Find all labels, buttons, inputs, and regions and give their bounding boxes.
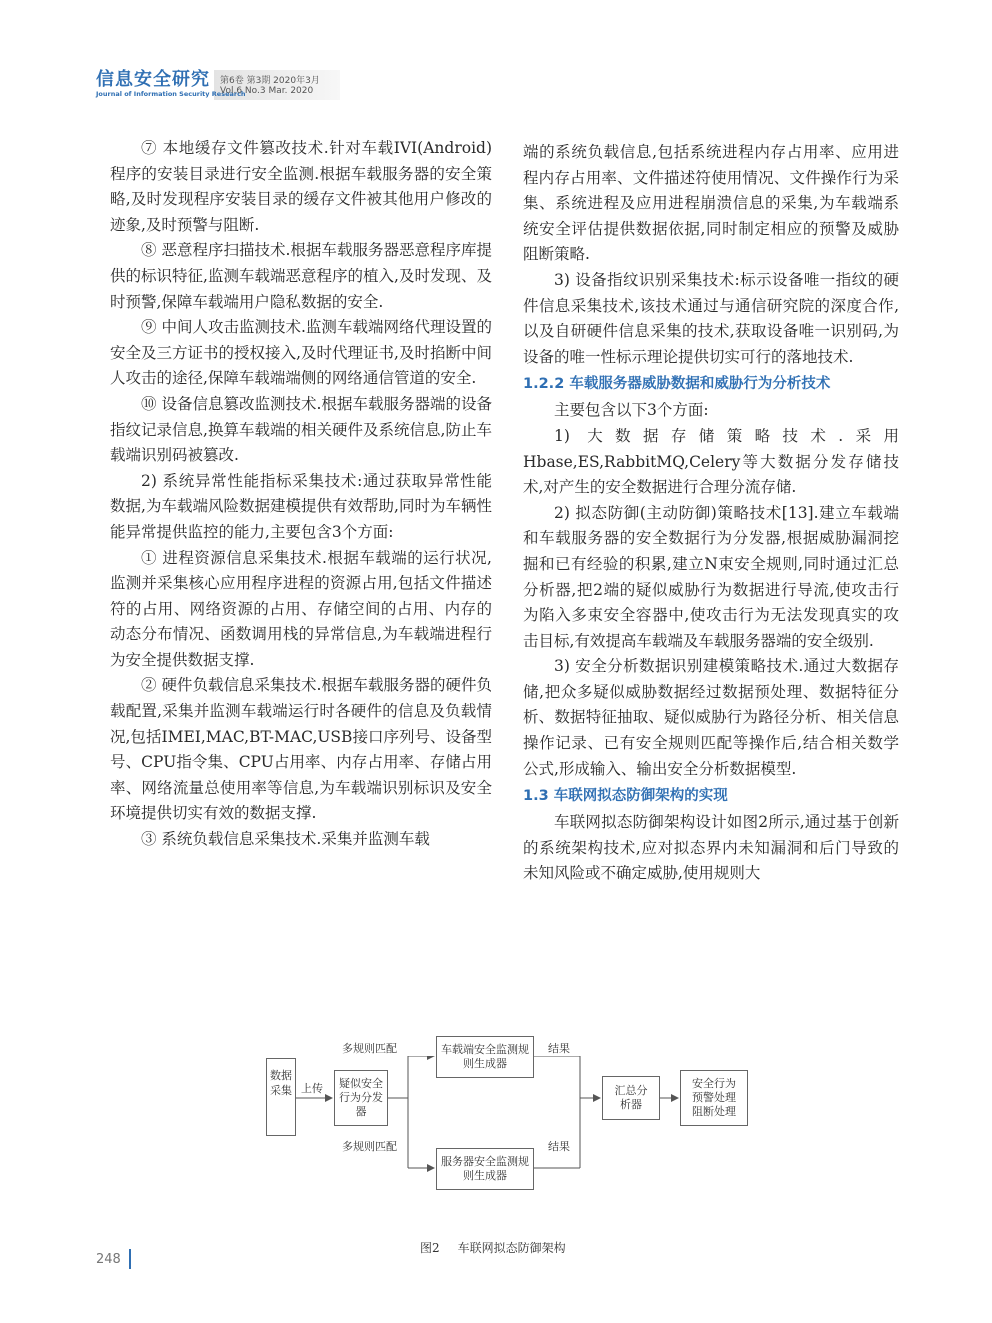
figure-number: 图2 bbox=[420, 1241, 440, 1255]
architecture-diagram bbox=[258, 1042, 758, 1226]
page-number-rule bbox=[129, 1249, 131, 1269]
journal-header bbox=[96, 70, 340, 100]
result-label-top: 结果 bbox=[548, 1042, 570, 1055]
multi-rule-match-label-top: 多规则匹配 bbox=[342, 1042, 397, 1055]
multi-rule-match-label-bottom: 多规则匹配 bbox=[342, 1140, 397, 1153]
paragraph: 3) 安全分析数据识别建模策略技术.通过大数据存储,把众多疑似威胁数据经过数据预处理、数据特征分析、数据特征抽取、疑似威胁行为路径分析、相关信息操作记录、已有安全规则匹配等操作后,结合相关数学公式,形成输入、输出安全分析数据模型. bbox=[523, 657, 899, 778]
vehicle-rule-generator-box: 车载端安全监测规则生成器 bbox=[436, 1036, 534, 1078]
paragraph: 2) 拟态防御(主动防御)策略技术[13].建立车载端和车载服务器的安全数据行为分发器,根据威胁漏洞挖掘和已有经验的积累,建立N束安全规则,同时通过汇总分析器,把2端的疑似威胁行为数据进行导流,使攻击行为陷入多束安全容器中,使攻击行为无法发现真实的攻击目标,有效提高车载端及车载服务器端的安全级别. bbox=[523, 503, 899, 650]
paragraph: ⑨ 中间人攻击监测技术.监测车载端网络代理设置的安全及三方证书的授权接入,及时代理证书,及时掐断中间人攻击的途径,保障车载端端侧的网络通信管道的安全. bbox=[110, 318, 492, 388]
page-number: 248 bbox=[96, 1252, 121, 1267]
figure-caption bbox=[420, 1239, 584, 1256]
paragraph: 1) 大数据存储策略技术.采用Hbase,ES,RabbitMQ,Celery等大数据分发存储技术,对产生的安全数据进行合理分流存储. bbox=[523, 426, 899, 497]
paragraph: 车联网拟态防御架构设计如图2所示,通过基于创新的系统架构技术,应对拟态界内未知漏洞和后门导致的未知风险或不确定威胁,使用规则大 bbox=[523, 813, 899, 883]
journal-title-en: Journal of Information Security Research bbox=[96, 90, 246, 98]
paragraph: ① 进程资源信息采集技术.根据车载端的运行状况,监测并采集核心应用程序进程的资源占用,包括文件描述符的占用、网络资源的占用、存储空间的占用、内存的动态分布情况、函数调用栈的异常信息,为车载端进程行为安全提供数据支撑. bbox=[110, 548, 492, 669]
issue-info-cn: 第6卷 第3期 2020年3月 bbox=[220, 76, 320, 86]
figure-title: 车联网拟态防御架构 bbox=[457, 1241, 566, 1255]
data-collection-box: 数据采集 bbox=[266, 1058, 296, 1136]
paragraph: 3) 设备指纹识别采集技术:标示设备唯一指纹的硬件信息采集技术,该技术通过与通信研究院的深度合作,以及自研硬件信息采集的技术,获取设备唯一识别码,为设备的唯一性标示理论提供切实可行的落地技术. bbox=[523, 270, 899, 366]
paragraph: 主要包含以下3个方面: bbox=[554, 401, 709, 420]
output-action-box: 安全行为预警处理阻断处理 bbox=[680, 1070, 748, 1126]
result-label-bottom: 结果 bbox=[548, 1140, 570, 1153]
paragraph: 2) 系统异常性能指标采集技术:通过获取异常性能数据,为车载端风险数据建模提供有效帮助,同时为车辆性能异常提供监控的能力,主要包含3个方面: bbox=[110, 471, 492, 541]
upload-label: 上传 bbox=[301, 1082, 323, 1095]
analyzer-box: 汇总分析器 bbox=[602, 1076, 660, 1120]
paragraph: ⑦ 本地缓存文件篡改技术.针对车载IVI(Android)程序的安装目录进行安全监测.根据车载服务器的安全策略,及时发现程序安装目录的缓存文件被其他用户修改的迹象,及时预警与阻断. bbox=[110, 139, 492, 234]
paragraph: 端的系统负载信息,包括系统进程内存占用率、应用进程内存占用率、文件描述符使用情况、文件操作行为采集、系统进程及应用进程崩溃信息的采集,为车载端系统安全评估提供数据依据,同时制定相应的预警及威胁阻断策略. bbox=[523, 143, 899, 264]
issue-info-en: Vol.6 No.3 Mar. 2020 bbox=[220, 86, 314, 96]
server-rule-generator-box: 服务器安全监测规则生成器 bbox=[436, 1148, 534, 1190]
distributor-box: 疑似安全行为分发器 bbox=[334, 1070, 388, 1126]
paragraph: ⑧ 恶意程序扫描技术.根据车载服务器恶意程序库提供的标识特征,监测车载端恶意程序的植入,及时发现、及时预警,保障车载端用户隐私数据的安全. bbox=[110, 241, 492, 311]
section-heading-1-3: 1.3 车联网拟态防御架构的实现 bbox=[523, 788, 728, 805]
journal-title-cn: 信息安全研究 bbox=[96, 69, 210, 90]
left-column bbox=[110, 136, 492, 853]
paragraph: ⑩ 设备信息篡改监测技术.根据车载服务器端的设备指纹记录信息,换算车载端的相关硬件及系统信息,防止车载端识别码被篡改. bbox=[110, 394, 492, 465]
paragraph: ③ 系统负载信息采集技术.采集并监测车载 bbox=[141, 830, 430, 849]
section-heading-1-2-2: 1.2.2 车载服务器威胁数据和威胁行为分析技术 bbox=[523, 376, 831, 393]
right-column bbox=[523, 140, 899, 887]
paragraph: ② 硬件负载信息采集技术.根据车载服务器的硬件负载配置,采集并监测车载端运行时各硬件的信息及负载情况,包括IMEI,MAC,BT-MAC,USB接口序列号、设备型号、CPU指令集、CPU占用率、内存占用率、存储占用率、网络流量总使用率等信息,为车载端识别标识及安全环境提供切实有效的数据支撑. bbox=[110, 676, 492, 823]
